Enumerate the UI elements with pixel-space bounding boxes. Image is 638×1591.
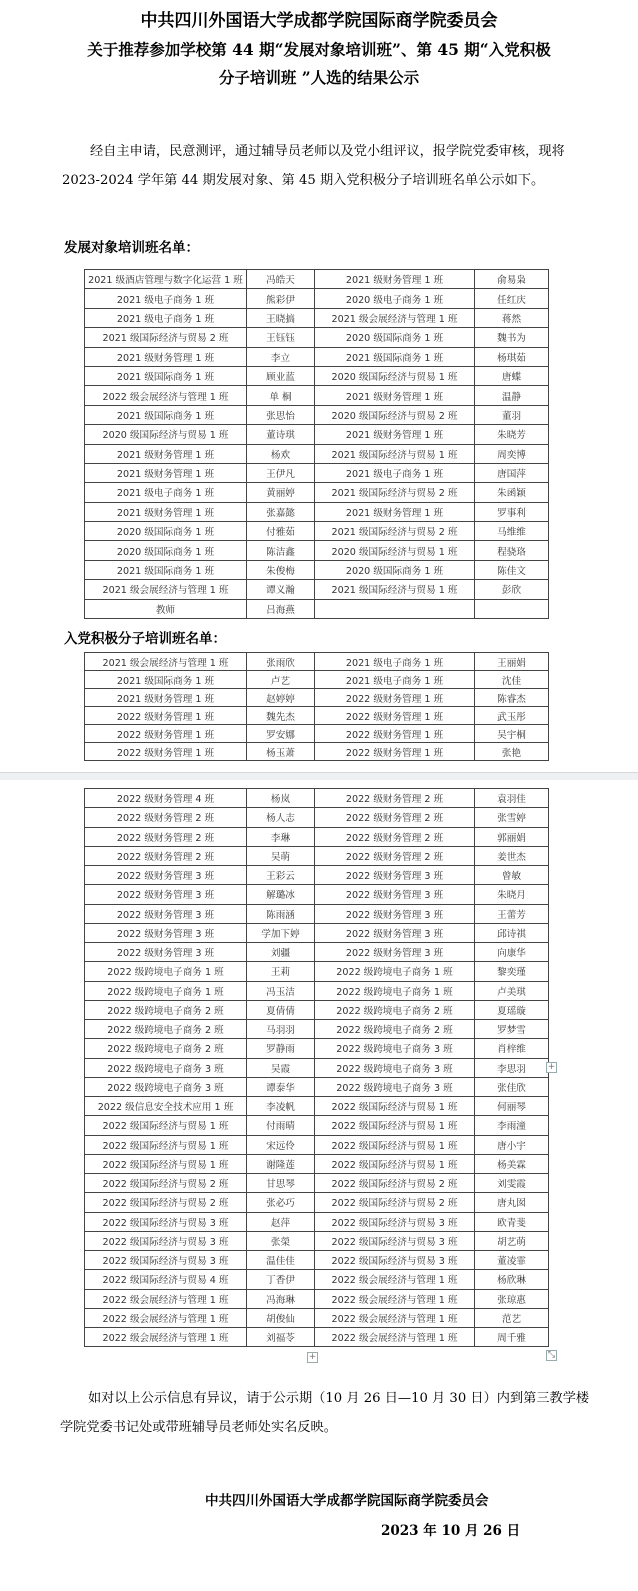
name-cell: 解璐冰 [247,885,315,904]
class-cell: 2022 级财务管理 3 班 [85,866,247,885]
class-cell: 2022 级财务管理 1 班 [85,725,247,743]
table-row [85,981,549,1000]
table-row [85,789,549,808]
name-cell: 朱俊梅 [247,560,315,579]
name-cell: 吴霞 [247,1058,315,1077]
class-cell: 2022 级跨境电子商务 2 班 [85,1000,247,1019]
class-cell: 2021 级财务管理 1 班 [315,386,475,405]
class-cell: 2020 级国际商务 1 班 [315,560,475,579]
table-row [85,599,549,618]
class-cell: 2021 级财务管理 1 班 [85,347,247,366]
name-cell: 张必巧 [247,1193,315,1212]
name-cell: 李立 [247,347,315,366]
name-cell: 熊彩伊 [247,289,315,308]
name-cell: 魏先杰 [247,707,315,725]
table-row [85,1116,549,1135]
name-cell: 卢美琪 [475,981,549,1000]
name-cell: 黄丽婷 [247,483,315,502]
class-cell: 2022 级会展经济与管理 1 班 [315,1308,475,1327]
class-cell: 2022 级财务管理 2 班 [85,846,247,865]
name-cell: 付雨晴 [247,1116,315,1135]
add-column-handle[interactable]: + [547,1062,556,1072]
class-cell: 2021 级财务管理 1 班 [315,425,475,444]
name-cell: 罗梦雪 [475,1020,549,1039]
class-cell: 2022 级信息安全技术应用 1 班 [85,1097,247,1116]
table-row [85,1308,549,1327]
table-row [85,827,549,846]
name-cell: 马维维 [475,522,549,541]
table-row [85,289,549,308]
name-cell: 黎奕瑾 [475,962,549,981]
class-cell: 2022 级会展经济与管理 1 班 [85,386,247,405]
table-row [85,425,549,444]
name-cell: 谭泰华 [247,1077,315,1096]
add-row-handle[interactable]: + [308,1352,317,1362]
table-row [85,1231,549,1250]
name-cell: 李雨潼 [475,1116,549,1135]
name-cell: 沈佳 [475,671,549,689]
name-cell: 唐蝶 [475,366,549,385]
class-cell: 2022 级会展经济与管理 1 班 [315,1328,475,1347]
table-row [85,846,549,865]
class-cell: 2022 级财务管理 3 班 [315,923,475,942]
name-cell: 冯玉洁 [247,981,315,1000]
name-cell: 陈睿杰 [475,689,549,707]
name-cell: 张艳 [475,743,549,761]
class-cell: 2022 级财务管理 4 班 [85,789,247,808]
name-cell: 杨人志 [247,808,315,827]
name-cell: 杨岚 [247,789,315,808]
class-cell: 教师 [85,599,247,618]
class-cell: 2020 级国际商务 1 班 [315,328,475,347]
development-list-table [84,269,549,619]
activist-list-heading: 入党积极分子培训班名单： [64,631,226,647]
table-row [85,1039,549,1058]
name-cell: 杨美霖 [475,1154,549,1173]
table-row [85,689,549,707]
class-cell: 2022 级财务管理 3 班 [315,943,475,962]
name-cell: 唐国萍 [475,463,549,482]
name-cell: 王莉 [247,962,315,981]
activist-list-table-part2 [84,788,549,1347]
table-row [85,405,549,424]
name-cell: 彭欣 [475,580,549,599]
class-cell: 2022 级跨境电子商务 3 班 [85,1077,247,1096]
name-cell: 王丽娟 [475,653,549,671]
class-cell: 2022 级国际经济与贸易 1 班 [315,1154,475,1173]
table-row [85,1135,549,1154]
class-cell: 2021 级会展经济与管理 1 班 [85,653,247,671]
table-row [85,308,549,327]
class-cell: 2022 级跨境电子商务 3 班 [315,1058,475,1077]
class-cell: 2022 级国际经济与贸易 4 班 [85,1270,247,1289]
name-cell: 董凌霏 [475,1251,549,1270]
name-cell: 魏书为 [475,328,549,347]
name-cell: 夏倩倩 [247,1000,315,1019]
class-cell: 2022 级国际经济与贸易 1 班 [315,1116,475,1135]
class-cell: 2022 级财务管理 1 班 [85,743,247,761]
name-cell: 姜世杰 [475,846,549,865]
table-row [85,808,549,827]
name-cell: 王伊凡 [247,463,315,482]
class-cell: 2022 级财务管理 3 班 [85,923,247,942]
class-cell: 2022 级跨境电子商务 1 班 [315,981,475,1000]
name-cell: 谢隆莲 [247,1154,315,1173]
name-cell: 甘思琴 [247,1174,315,1193]
name-cell: 陈雨涵 [247,904,315,923]
activist-list-table-part1 [84,652,549,761]
name-cell: 夏瑶璇 [475,1000,549,1019]
class-cell: 2022 级财务管理 2 班 [315,846,475,865]
table-row [85,580,549,599]
class-cell: 2022 级跨境电子商务 1 班 [85,962,247,981]
name-cell: 肖梓维 [475,1039,549,1058]
table-row [85,885,549,904]
closing-paragraph: 如对以上公示信息有异议，请于公示期（10 月 26 日—10 月 30 日）内到第三教学楼学院党委书记处或带班辅导员老师处实名反映。 [60,1391,590,1435]
class-cell: 2021 级国际商务 1 班 [85,560,247,579]
table-row [85,1077,549,1096]
class-cell: 2022 级会展经济与管理 1 班 [85,1308,247,1327]
class-cell: 2022 级财务管理 2 班 [85,827,247,846]
class-cell: 2022 级财务管理 3 班 [85,904,247,923]
name-cell: 胡艺萌 [475,1231,549,1250]
name-cell: 张雪婷 [475,808,549,827]
name-cell: 朱晓芳 [475,425,549,444]
class-cell: 2020 级国际经济与贸易 1 班 [315,541,475,560]
class-cell: 2022 级财务管理 1 班 [315,725,475,743]
class-cell: 2022 级国际经济与贸易 2 班 [315,1174,475,1193]
name-cell: 刘疆 [247,943,315,962]
table-row [85,541,549,560]
class-cell: 2022 级跨境电子商务 1 班 [315,962,475,981]
class-cell: 2022 级跨境电子商务 3 班 [315,1039,475,1058]
intro-paragraph: 经自主申请，民意测评，通过辅导员老师以及党小组评议，报学院党委审核，现将 2023-2024 学年第 44 期发展对象、第 45 期入党积极分子培训班名单公示如下。 [62,144,565,188]
class-cell: 2022 级国际经济与贸易 3 班 [315,1251,475,1270]
name-cell: 李思羽 [475,1058,549,1077]
class-cell: 2021 级会展经济与管理 1 班 [85,580,247,599]
class-cell: 2022 级财务管理 2 班 [315,827,475,846]
table-row [85,943,549,962]
class-cell: 2022 级财务管理 3 班 [315,904,475,923]
class-cell: 2022 级国际经济与贸易 2 班 [315,1193,475,1212]
name-cell: 俞易枭 [475,270,549,289]
class-cell: 2020 级电子商务 1 班 [315,289,475,308]
name-cell: 张榮 [247,1231,315,1250]
name-cell: 陈佳文 [475,560,549,579]
name-cell: 袁羽佳 [475,789,549,808]
class-cell: 2021 级国际商务 1 班 [85,405,247,424]
class-cell: 2021 级电子商务 1 班 [315,653,475,671]
name-cell: 武玉彤 [475,707,549,725]
name-cell: 程骁珞 [475,541,549,560]
class-cell: 2021 级国际商务 1 班 [315,347,475,366]
name-cell: 杨琪茹 [475,347,549,366]
class-cell: 2021 级酒店管理与数字化运营 1 班 [85,270,247,289]
notice-subtitle-line1: 关于推荐参加学校第 44 期“发展对象培训班”、第 45 期“入党积极 [87,40,551,59]
table-row [85,386,549,405]
table-row [85,653,549,671]
name-cell: 任红庆 [475,289,549,308]
table-row [85,347,549,366]
development-list-heading: 发展对象培训班名单： [64,240,199,256]
table-row [85,1289,549,1308]
name-cell: 罗事利 [475,502,549,521]
table-row [85,1154,549,1173]
class-cell: 2021 级国际经济与贸易 2 班 [315,522,475,541]
class-cell: 2022 级国际经济与贸易 1 班 [315,1135,475,1154]
name-cell: 郭丽娟 [475,827,549,846]
class-cell: 2021 级会展经济与管理 1 班 [315,308,475,327]
class-cell: 2021 级财务管理 1 班 [85,689,247,707]
name-cell: 唐丸囡 [475,1193,549,1212]
name-cell: 王蕾芳 [475,904,549,923]
name-cell: 张琼惠 [475,1289,549,1308]
table-row [85,1058,549,1077]
table-row [85,707,549,725]
table-row [85,444,549,463]
name-cell: 张嘉懿 [247,502,315,521]
class-cell: 2022 级国际经济与贸易 2 班 [85,1193,247,1212]
name-cell: 顾业蓝 [247,366,315,385]
table-row [85,463,549,482]
class-cell: 2021 级财务管理 1 班 [85,463,247,482]
class-cell: 2022 级跨境电子商务 2 班 [315,1020,475,1039]
name-cell: 丁香伊 [247,1270,315,1289]
class-cell: 2022 级跨境电子商务 3 班 [85,1058,247,1077]
signature-organization: 中共四川外国语大学成都学院国际商学院委员会 [205,1493,489,1509]
class-cell: 2021 级财务管理 1 班 [315,502,475,521]
name-cell: 朱晓月 [475,885,549,904]
table-row [85,366,549,385]
class-cell: 2022 级会展经济与管理 1 班 [85,1328,247,1347]
name-cell: 张佳欣 [475,1077,549,1096]
name-cell: 马羽羽 [247,1020,315,1039]
name-cell: 杨欢 [247,444,315,463]
class-cell: 2022 级跨境电子商务 2 班 [85,1020,247,1039]
table-row [85,560,549,579]
class-cell: 2022 级国际经济与贸易 2 班 [85,1174,247,1193]
name-cell: 温佳佳 [247,1251,315,1270]
class-cell: 2022 级财务管理 1 班 [85,707,247,725]
class-cell: 2021 级国际商务 1 班 [85,366,247,385]
class-cell: 2021 级国际经济与贸易 1 班 [315,580,475,599]
table-row [85,866,549,885]
class-cell: 2020 级国际经济与贸易 1 班 [315,366,475,385]
class-cell [315,599,475,618]
table-row [85,962,549,981]
name-cell: 王晓搞 [247,308,315,327]
name-cell: 罗安娜 [247,725,315,743]
name-cell: 朱函颖 [475,483,549,502]
class-cell: 2022 级跨境电子商务 2 班 [85,1039,247,1058]
class-cell: 2022 级财务管理 2 班 [315,808,475,827]
class-cell: 2021 级国际经济与贸易 2 班 [85,328,247,347]
class-cell: 2022 级国际经济与贸易 3 班 [85,1212,247,1231]
class-cell: 2022 级跨境电子商务 2 班 [315,1000,475,1019]
class-cell: 2022 级国际经济与贸易 1 班 [85,1135,247,1154]
signature-date: 2023 年 10 月 26 日 [381,1523,521,1539]
class-cell: 2021 级电子商务 1 班 [85,289,247,308]
class-cell: 2022 级国际经济与贸易 3 班 [85,1231,247,1250]
name-cell: 李凌帆 [247,1097,315,1116]
name-cell: 吕海燕 [247,599,315,618]
name-cell: 王钰钰 [247,328,315,347]
name-cell: 冯海琳 [247,1289,315,1308]
name-cell: 周奕博 [475,444,549,463]
table-row [85,1212,549,1231]
name-cell: 欧青斐 [475,1212,549,1231]
name-cell: 张思怡 [247,405,315,424]
class-cell: 2021 级电子商务 1 班 [315,463,475,482]
name-cell: 单 桐 [247,386,315,405]
class-cell: 2022 级会展经济与管理 1 班 [85,1289,247,1308]
name-cell: 宋远伶 [247,1135,315,1154]
name-cell: 张雨欣 [247,653,315,671]
name-cell: 刘福苓 [247,1328,315,1347]
table-row [85,1193,549,1212]
document-page-1 [0,0,638,780]
name-cell: 杨欣琳 [475,1270,549,1289]
name-cell: 董羽 [475,405,549,424]
class-cell: 2022 级跨境电子商务 1 班 [85,981,247,1000]
name-cell: 蒋然 [475,308,549,327]
name-cell: 刘雯霞 [475,1174,549,1193]
table-row [85,522,549,541]
class-cell: 2021 级电子商务 1 班 [85,483,247,502]
class-cell: 2021 级国际经济与贸易 2 班 [315,483,475,502]
table-row [85,1097,549,1116]
class-cell: 2021 级财务管理 1 班 [85,444,247,463]
class-cell: 2020 级国际经济与贸易 1 班 [85,425,247,444]
class-cell: 2021 级国际经济与贸易 1 班 [315,444,475,463]
name-cell: 陈洁鑫 [247,541,315,560]
table-row [85,904,549,923]
class-cell: 2022 级财务管理 3 班 [85,943,247,962]
name-cell: 王彩云 [247,866,315,885]
class-cell: 2022 级财务管理 3 班 [315,866,475,885]
class-cell: 2022 级财务管理 1 班 [315,743,475,761]
name-cell: 唐小宇 [475,1135,549,1154]
name-cell: 李琳 [247,827,315,846]
name-cell: 罗静雨 [247,1039,315,1058]
class-cell: 2021 级财务管理 1 班 [315,270,475,289]
table-row [85,328,549,347]
class-cell: 2022 级国际经济与贸易 1 班 [85,1116,247,1135]
class-cell: 2020 级国际经济与贸易 2 班 [315,405,475,424]
name-cell: 吴萌 [247,846,315,865]
name-cell: 赵婷婷 [247,689,315,707]
name-cell: 董诗琪 [247,425,315,444]
class-cell: 2022 级财务管理 3 班 [315,885,475,904]
class-cell: 2020 级国际商务 1 班 [85,541,247,560]
name-cell: 卢艺 [247,671,315,689]
name-cell: 邱诗祺 [475,923,549,942]
table-row [85,743,549,761]
name-cell: 赵萍 [247,1212,315,1231]
class-cell: 2022 级国际经济与贸易 1 班 [315,1097,475,1116]
name-cell: 温静 [475,386,549,405]
name-cell: 吴宇桐 [475,725,549,743]
class-cell: 2022 级国际经济与贸易 3 班 [315,1231,475,1250]
name-cell: 付雅茹 [247,522,315,541]
class-cell: 2021 级电子商务 1 班 [85,308,247,327]
table-resize-handle[interactable]: ⤡ [547,1350,556,1360]
notice-subtitle-line2: 分子培训班 ”人选的结果公示 [218,68,420,87]
table-row [85,1000,549,1019]
table-row [85,671,549,689]
table-row [85,502,549,521]
name-cell: 范艺 [475,1308,549,1327]
table-row [85,483,549,502]
table-row [85,1270,549,1289]
class-cell: 2022 级财务管理 1 班 [315,689,475,707]
name-cell: 何丽琴 [475,1097,549,1116]
class-cell: 2021 级电子商务 1 班 [315,671,475,689]
class-cell: 2022 级财务管理 2 班 [315,789,475,808]
class-cell: 2020 级国际商务 1 班 [85,522,247,541]
table-row [85,1251,549,1270]
name-cell: 曾敏 [475,866,549,885]
name-cell: 谭义瀚 [247,580,315,599]
class-cell: 2021 级财务管理 1 班 [85,502,247,521]
class-cell: 2022 级财务管理 3 班 [85,885,247,904]
name-cell: 冯皓天 [247,270,315,289]
table-row [85,1174,549,1193]
name-cell: 向康华 [475,943,549,962]
class-cell: 2022 级国际经济与贸易 1 班 [85,1154,247,1173]
class-cell: 2022 级会展经济与管理 1 班 [315,1289,475,1308]
table-row [85,1020,549,1039]
name-cell: 周千雅 [475,1328,549,1347]
name-cell: 杨玉萧 [247,743,315,761]
table-row [85,923,549,942]
name-cell [475,599,549,618]
name-cell: 胡俊仙 [247,1308,315,1327]
class-cell: 2022 级会展经济与管理 1 班 [315,1270,475,1289]
table-row [85,725,549,743]
class-cell: 2022 级国际经济与贸易 3 班 [85,1251,247,1270]
notice-title: 中共四川外国语大学成都学院国际商学院委员会 [140,11,498,31]
class-cell: 2022 级跨境电子商务 3 班 [315,1077,475,1096]
class-cell: 2022 级财务管理 2 班 [85,808,247,827]
table-row [85,1328,549,1347]
table-row [85,270,549,289]
class-cell: 2021 级国际商务 1 班 [85,671,247,689]
class-cell: 2022 级财务管理 1 班 [315,707,475,725]
class-cell: 2022 级国际经济与贸易 3 班 [315,1212,475,1231]
name-cell: 学加下婷 [247,923,315,942]
